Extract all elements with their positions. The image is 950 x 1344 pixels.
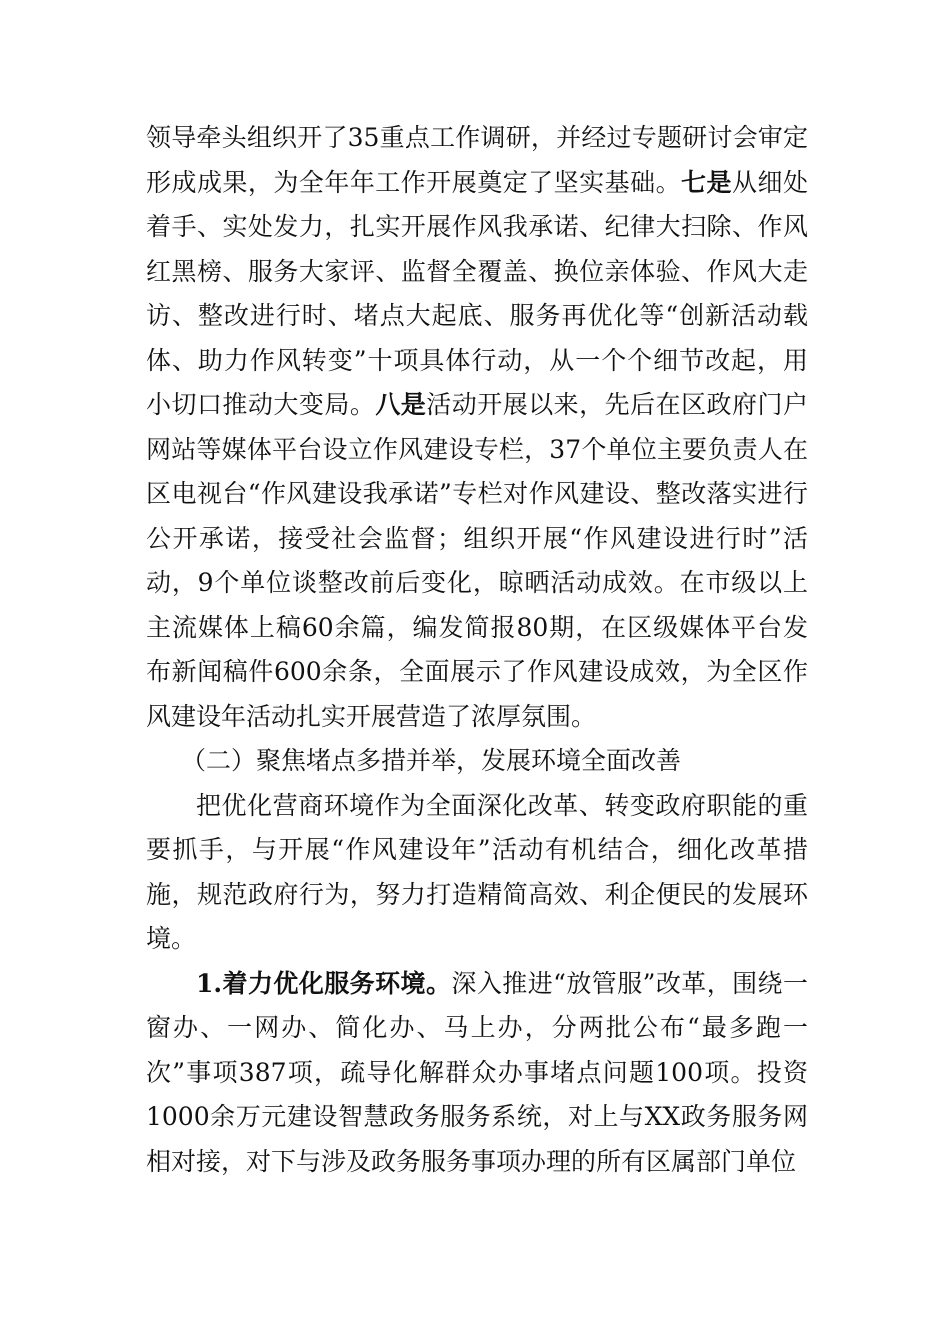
bold-marker-eight: 八是 [375, 390, 427, 419]
document-body [146, 116, 808, 1184]
paragraph-service-environment [146, 962, 808, 1185]
subheading-service-environment: 1.着力优化服务环境。 [196, 968, 452, 998]
text-segment: 活动开展以来，先后在区政府门户网站等媒体平台设立作风建设专栏，37个单位主要负责人在区电视台“作风建设我承诺”专栏对作风建设、整改落实进行公开承诺，接受社会监督；组织开展“作风建设进行时”活动，9个单位谈整改前后变化，晾晒活动成效。在市级以上主流媒体上稿60余篇，编发简报80期，在区级媒体平台发布新闻稿件600余条，全面展示了作风建设成效，为全区作风建设年活动扎实开展营造了浓厚氛围。 [146, 390, 808, 731]
text-segment: 深入推进“放管服”改革，围绕一窗办、一网办、简化办、马上办，分两批公布“最多跑一次”事项387项，疏导化解群众办事堵点问题100项。投资1000余万元建设智慧政务服务系统，对上与XX政务服务网相对接，对下与涉及政务服务事项办理的所有区属部门单位 [146, 968, 808, 1176]
section-heading-text: （二）聚焦堵点多措并举，发展环境全面改善 [181, 746, 682, 775]
text-segment: 领导牵头组织开了35重点工作调研，并经过专题研讨会审定形成成果，为全年年工作开展奠定了坚实基础。 [146, 123, 808, 197]
bold-marker-seven: 七是 [681, 167, 733, 197]
text-segment: 把优化营商环境作为全面深化改革、转变政府职能的重要抓手，与开展“作风建设年”活动有机结合，细化改革措施，规范政府行为，努力打造精简高效、利企便民的发展环境。 [146, 790, 808, 953]
paragraph-actions-seven-eight [146, 116, 808, 739]
paragraph-business-environment [146, 784, 808, 962]
text-segment: 从细处着手、实处发力，扎实开展作风我承诺、纪律大扫除、作风红黑榜、服务大家评、监督全覆盖、换位亲体验、作风大走访、整改进行时、堵点大起底、服务再优化等“创新活动载体、助力作风转变”十项具体行动，从一个个细节改起，用小切口推动大变局。 [146, 167, 808, 419]
section-heading [146, 739, 808, 784]
